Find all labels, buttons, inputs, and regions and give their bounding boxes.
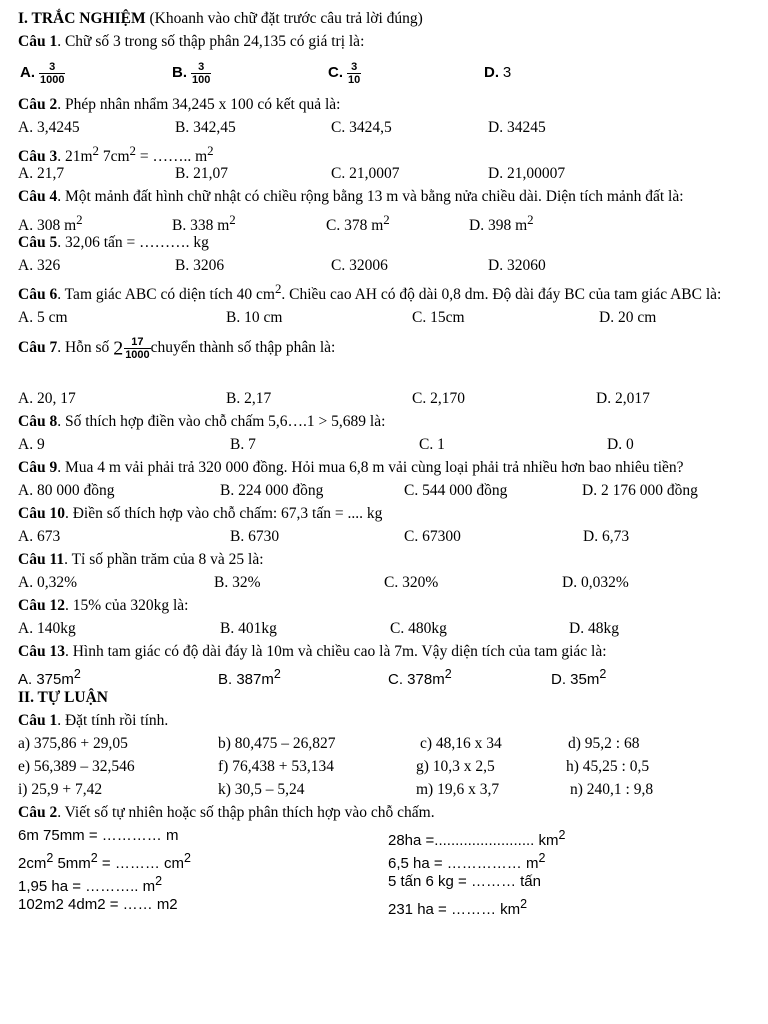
question-5: Câu 5. 32,06 tấn = ………. kg xyxy=(18,234,209,251)
question-2-option-b: B. 342,45 xyxy=(175,119,236,136)
question-5-option-a: A. 326 xyxy=(18,257,61,274)
exercise-2-item-3-right: 5 tấn 6 kg = ……… tấn xyxy=(388,873,541,891)
question-10: Câu 10. Điền số thích hợp vào chỗ chấm: 67,3 tấn = .... kg xyxy=(18,505,383,523)
question-11-options xyxy=(18,571,753,594)
question-13: Câu 13. Hình tam giác có độ dài đáy là 10m và chiều cao là 7m. Vậy diện tích của tam giác là: xyxy=(18,643,607,661)
section-2-title: II. TỰ LUẬN xyxy=(18,689,109,707)
question-3: Câu 3. $21m^2$ $7cm^2$ = …….. $m^2$ xyxy=(18,143,214,166)
exercise-2-item-2-left: $2cm^2$ $5mm^2$ = ……… $cm^2$ xyxy=(18,851,191,873)
exercise-1-item-n: n) 240,1 : 9,8 xyxy=(570,781,654,799)
exercise-2-item-4-left: 102m2 4dm2 = …… m2 xyxy=(18,896,178,914)
question-8-option-c: C. 1 xyxy=(419,436,445,454)
question-2-option-d: D. 34245 xyxy=(488,119,546,136)
exercise-1: Câu 1. Đặt tính rồi tính. xyxy=(18,712,169,730)
question-1-option-c: C. $\frac{3}{10}$ xyxy=(328,60,361,86)
question-11-option-b: B. 32% xyxy=(214,574,261,592)
question-6-option-b: B. 10 cm xyxy=(226,309,283,327)
question-4-option-d: D. 398 $m^2$ xyxy=(469,212,534,235)
question-10-option-a: A. 673 xyxy=(18,528,61,546)
question-7-option-c: C. 2,170 xyxy=(412,390,465,408)
question-5-option-b: B. 3206 xyxy=(175,257,225,274)
question-1-text: . Chữ số 3 trong số thập phân 24,135 có giá trị là: xyxy=(57,33,365,50)
question-11-option-d: D. 0,032% xyxy=(562,574,629,592)
exercise-2-item-4-right: 231 ha = ……… $km^2$ xyxy=(388,897,528,919)
question-3-options xyxy=(18,162,753,185)
exercise-2-row-4 xyxy=(18,893,753,919)
question-7-option-a: A. 20, 17 xyxy=(18,390,76,408)
exercise-1-item-e: e) 56,389 – 32,546 xyxy=(18,758,135,776)
section-2-heading xyxy=(18,686,753,709)
exercise-1-item-m: m) 19,6 x 3,7 xyxy=(416,781,500,799)
question-3-option-d: D. 21,00007 xyxy=(488,165,566,182)
exercise-2-row-1 xyxy=(18,824,753,850)
question-12-option-a: A. 140kg xyxy=(18,620,76,638)
exercise-2-item-1-left: 6m 75mm = ………… m xyxy=(18,827,179,845)
question-9-option-c: C. 544 000 đồng xyxy=(404,482,508,500)
question-8-option-b: B. 7 xyxy=(230,436,256,454)
question-2-options xyxy=(18,116,753,139)
fraction: $\frac{3}{10}$ xyxy=(348,60,361,86)
question-5-options xyxy=(18,254,753,277)
question-11: Câu 11. Tỉ số phần trăm của 8 và 25 là: xyxy=(18,551,264,569)
section-1-heading xyxy=(18,7,753,30)
exercise-1-row-2 xyxy=(18,755,753,778)
exercise-1-item-c: c) 48,16 x 34 xyxy=(420,735,502,753)
section-1-instruction: (Khoanh vào chữ đặt trước câu trả lời đúng) xyxy=(145,10,423,27)
exercise-1-item-d: d) 95,2 : 68 xyxy=(568,735,640,753)
question-2: Câu 2. Phép nhân nhẩm 34,245 x 100 có kết quả là: xyxy=(18,96,341,113)
exercise-2: Câu 2. Viết số tự nhiên hoặc số thập phân thích hợp vào chỗ chấm. xyxy=(18,804,435,822)
exercise-1-row-3 xyxy=(18,778,753,801)
question-4-option-b: B. 338 $m^2$ xyxy=(172,212,236,235)
question-13-option-a: A. $375m^2$ xyxy=(18,667,81,689)
exercise-1-item-h: h) 45,25 : 0,5 xyxy=(566,758,650,776)
question-12: Câu 12. 15% của 320kg là: xyxy=(18,597,189,615)
question-2-option-c: C. 3424,5 xyxy=(331,119,392,136)
question-3-option-b: B. 21,07 xyxy=(175,165,228,182)
question-2-option-a: A. 3,4245 xyxy=(18,119,80,136)
question-9-option-a: A. 80 000 đồng xyxy=(18,482,115,500)
section-1-title: I. TRẮC NGHIỆM xyxy=(18,10,146,27)
question-6-option-d: D. 20 cm xyxy=(599,309,657,327)
question-9-options xyxy=(18,479,753,502)
question-9-option-b: B. 224 000 đồng xyxy=(220,482,324,500)
question-12-option-d: D. 48kg xyxy=(569,620,619,638)
question-1 xyxy=(18,30,753,53)
question-6: Câu 6. Tam giác ABC có diện tích 40 $cm^2$. Chiều cao AH có độ dài 0,8 dm. Độ dài đáy BC của tam giác ABC là: xyxy=(18,281,722,304)
worksheet xyxy=(18,7,753,919)
question-13-option-c: C. $378m^2$ xyxy=(388,667,452,689)
exercise-2-row-2 xyxy=(18,847,753,873)
exercise-1-item-i: i) 25,9 + 7,42 xyxy=(18,781,103,799)
question-12-option-b: B. 401kg xyxy=(220,620,277,638)
question-5-option-c: C. 32006 xyxy=(331,257,388,274)
question-1-label: Câu 1 xyxy=(18,33,58,50)
exercise-2-item-1-right: 28ha =........................ $km^2$ xyxy=(388,828,566,850)
question-1-option-b: B. $\frac{3}{100}$ xyxy=(172,60,211,86)
question-4-option-c: C. 378 $m^2$ xyxy=(326,212,390,235)
question-1-option-d: D. 3 xyxy=(484,64,512,81)
exercise-1-item-k: k) 30,5 – 5,24 xyxy=(218,781,305,799)
question-10-option-d: D. 6,73 xyxy=(583,528,630,546)
question-4: Câu 4. Một mảnh đất hình chữ nhật có chiều rộng bằng 13 m và bằng nửa chiều dài. Diện tích mảnh đất là: xyxy=(18,188,684,205)
question-6-option-a: A. 5 cm xyxy=(18,309,68,327)
question-4-option-a: A. 308 $m^2$ xyxy=(18,212,83,235)
question-13-option-d: D. $35m^2$ xyxy=(551,667,607,689)
exercise-1-item-f: f) 76,438 + 53,134 xyxy=(218,758,334,776)
question-11-option-c: C. 320% xyxy=(384,574,439,592)
question-10-options xyxy=(18,525,753,548)
question-6-option-c: C. 15cm xyxy=(412,309,465,327)
question-11-option-a: A. 0,32% xyxy=(18,574,77,592)
question-3-option-a: A. 21,7 xyxy=(18,165,65,182)
question-9: Câu 9. Mua 4 m vải phải trả 320 000 đồng. Hỏi mua 6,8 m vải cùng loại phải trả nhiều hơn bao nhiêu tiền? xyxy=(18,459,684,477)
question-9-option-d: D. 2 176 000 đồng xyxy=(582,482,698,500)
question-8-options xyxy=(18,433,753,456)
question-3-option-c: C. 21,0007 xyxy=(331,165,400,182)
question-8-option-a: A. 9 xyxy=(18,436,45,454)
exercise-1-item-b: b) 80,475 – 26,827 xyxy=(218,735,336,753)
question-1-option-a: A. $\frac{3}{1000}$ xyxy=(20,60,65,86)
question-12-options xyxy=(18,617,753,640)
question-7-options xyxy=(18,387,753,410)
question-7-option-b: B. 2,17 xyxy=(226,390,272,408)
question-5-option-d: D. 32060 xyxy=(488,257,546,274)
exercise-1-row-1 xyxy=(18,732,753,755)
question-13-option-b: B. $387m^2$ xyxy=(218,667,281,689)
question-12-option-c: C. 480kg xyxy=(390,620,447,638)
question-7-option-d: D. 2,017 xyxy=(596,390,650,408)
question-13-options xyxy=(18,663,753,689)
mixed-number: 2 $\frac{17}{1000}$ xyxy=(113,336,150,362)
question-8: Câu 8. Số thích hợp điền vào chỗ chấm 5,6….1 > 5,689 là: xyxy=(18,413,386,431)
question-6-options xyxy=(18,306,753,329)
exercise-2-row-3 xyxy=(18,870,753,896)
exercise-2-item-3-left: 1,95 ha = ……….. $m^2$ xyxy=(18,874,163,896)
question-10-option-b: B. 6730 xyxy=(230,528,280,546)
exercise-1-item-g: g) 10,3 x 2,5 xyxy=(416,758,495,776)
question-4-options xyxy=(18,208,753,235)
fraction: $\frac{3}{100}$ xyxy=(192,60,211,86)
question-7: Câu 7. Hỗn số 2 $\frac{17}{1000}$ chuyển thành số thập phân là: xyxy=(18,336,336,362)
exercise-2-item-2-right: 6,5 ha = …………… $m^2$ xyxy=(388,851,546,873)
exercise-1-item-a: a) 375,86 + 29,05 xyxy=(18,735,128,753)
question-8-option-d: D. 0 xyxy=(607,436,634,454)
question-10-option-c: C. 67300 xyxy=(404,528,461,546)
fraction: $\frac{3}{1000}$ xyxy=(40,60,65,86)
question-1-options xyxy=(18,53,753,93)
